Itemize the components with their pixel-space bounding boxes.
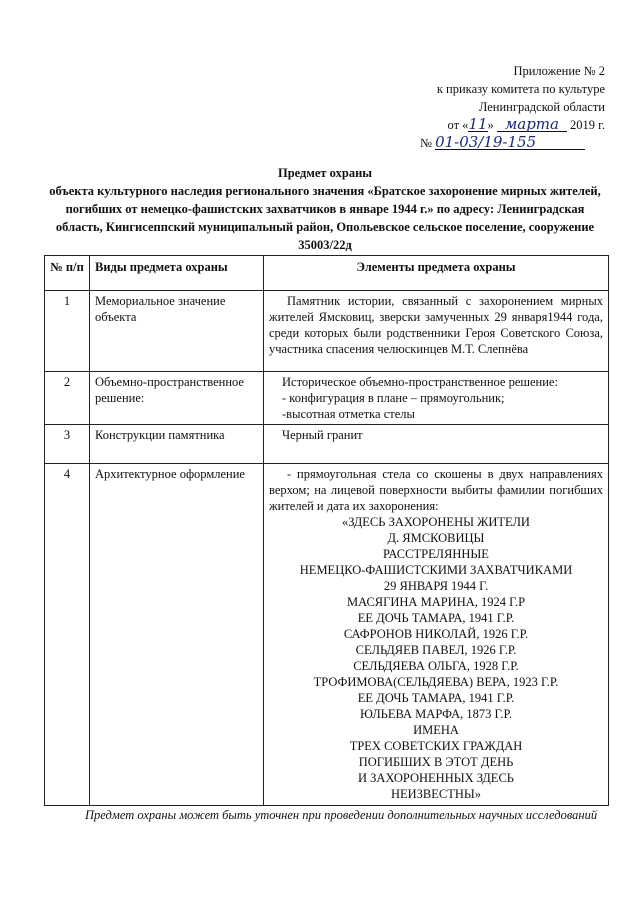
table-row — [45, 464, 609, 806]
number-handwritten: 01-03/19-155 — [435, 135, 585, 150]
row-number: 2 — [45, 372, 90, 425]
appendix-line-2: к приказу комитета по культуре — [436, 82, 605, 96]
appendix-line-1: Приложение № 2 — [513, 64, 605, 78]
row-type: Архитектурное оформление — [90, 464, 264, 806]
header-number: № п/п — [45, 256, 90, 291]
appendix-date — [400, 116, 605, 134]
table-row — [45, 425, 609, 464]
date-mid: » — [487, 118, 497, 132]
inscription-line: ТРЕХ СОВЕТСКИХ ГРАЖДАН — [349, 739, 523, 753]
inscription-line: НЕМЕЦКО-ФАШИСТСКИМИ ЗАХВАТЧИКАМИ — [299, 563, 573, 577]
inscription-line: СЕЛЬДЯЕВ ПАВЕЛ, 1926 Г.Р. — [355, 643, 517, 657]
inscription-line: И ЗАХОРОНЕННЫХ ЗДЕСЬ — [358, 771, 514, 785]
date-year: 2019 г. — [566, 118, 605, 132]
number-prefix: № — [420, 136, 436, 150]
header-type: Виды предмета охраны — [90, 256, 264, 291]
row-element — [264, 464, 609, 806]
inscription-line: ЕЕ ДОЧЬ ТАМАРА, 1941 Г.Р. — [357, 691, 515, 705]
title-object-description: объекта культурного наследия регионального значения «Братское захоронение мирных жителей, погибших от немецко-фашистских захватчиков в январе 1944 г.» по адресу: Ленинградская область, Кингисеппский муниципальный район, Опольевское сельское поселение, сооружение 35003/22д — [49, 184, 601, 252]
inscription-line: СЕЛЬДЯЕВА ОЛЬГА, 1928 Г.Р. — [353, 659, 519, 673]
element-description: - прямоугольная стела со скошены в двух направлениях верхом; на лицевой поверхности выбиты фамилии погибших жителей и дата их захоронения: — [269, 467, 603, 513]
element-line: Историческое объемно-пространственное решение: — [282, 375, 558, 389]
row-element: Черный гранит — [264, 425, 609, 464]
appendix-block — [400, 62, 605, 152]
row-element — [264, 372, 609, 425]
inscription-line: МАСЯГИНА МАРИНА, 1924 Г.Р — [346, 595, 526, 609]
table-header-row — [45, 256, 609, 291]
inscription-line: РАССТРЕЛЯННЫЕ — [383, 547, 489, 561]
inscription-line: ИМЕНА — [413, 723, 459, 737]
table-row — [45, 372, 609, 425]
title-main: Предмет охраны — [277, 166, 373, 180]
header-elements: Элементы предмета охраны — [264, 256, 609, 291]
inscription-line: ТРОФИМОВА(СЕЛЬДЯЕВА) ВЕРА, 1923 Г.Р. — [313, 675, 559, 689]
inscription-line: НЕИЗВЕСТНЫ» — [390, 787, 482, 801]
row-type: Мемориальное значение объекта — [90, 291, 264, 372]
protection-subject-table — [44, 255, 609, 806]
footer-note: Предмет охраны может быть уточнен при проведении дополнительных научных исследований — [85, 808, 598, 822]
document-title — [45, 164, 605, 254]
inscription-line: ЕЕ ДОЧЬ ТАМАРА, 1941 Г.Р. — [357, 611, 515, 625]
date-month-handwritten: марта — [497, 117, 567, 132]
inscription-line: Д. ЯМСКОВИЦЫ — [387, 531, 485, 545]
row-type: Конструкции памятника — [90, 425, 264, 464]
inscription-line: ПОГИБШИХ В ЭТОТ ДЕНЬ — [358, 755, 514, 769]
inscription-line: САФРОНОВ НИКОЛАЙ, 1926 Г.Р. — [343, 627, 529, 641]
row-number: 4 — [45, 464, 90, 806]
element-line: -высотная отметка стелы — [282, 407, 415, 421]
row-number: 3 — [45, 425, 90, 464]
row-type: Объемно-пространственное решение: — [90, 372, 264, 425]
stele-inscription — [269, 514, 603, 802]
row-element: Памятник истории, связанный с захоронением мирных жителей Ямсковиц, зверски замученных 29 января1944 года, среди которых были родственники Героя Советского Союза, участника спасения челюскинцев М.Т. Слепнёва — [264, 291, 609, 372]
date-day-handwritten: 11 — [468, 115, 488, 133]
appendix-number — [400, 134, 605, 152]
inscription-line: 29 ЯНВАРЯ 1944 Г. — [383, 579, 489, 593]
inscription-line: ЮЛЬЕВА МАРФА, 1873 Г.Р. — [359, 707, 513, 721]
element-line: - конфигурация в плане – прямоугольник; — [282, 391, 505, 405]
appendix-line-3: Ленинградской области — [478, 100, 605, 114]
date-prefix: от « — [447, 118, 469, 132]
row-number: 1 — [45, 291, 90, 372]
table-row — [45, 291, 609, 372]
inscription-line: «ЗДЕСЬ ЗАХОРОНЕНЫ ЖИТЕЛИ — [342, 515, 530, 529]
